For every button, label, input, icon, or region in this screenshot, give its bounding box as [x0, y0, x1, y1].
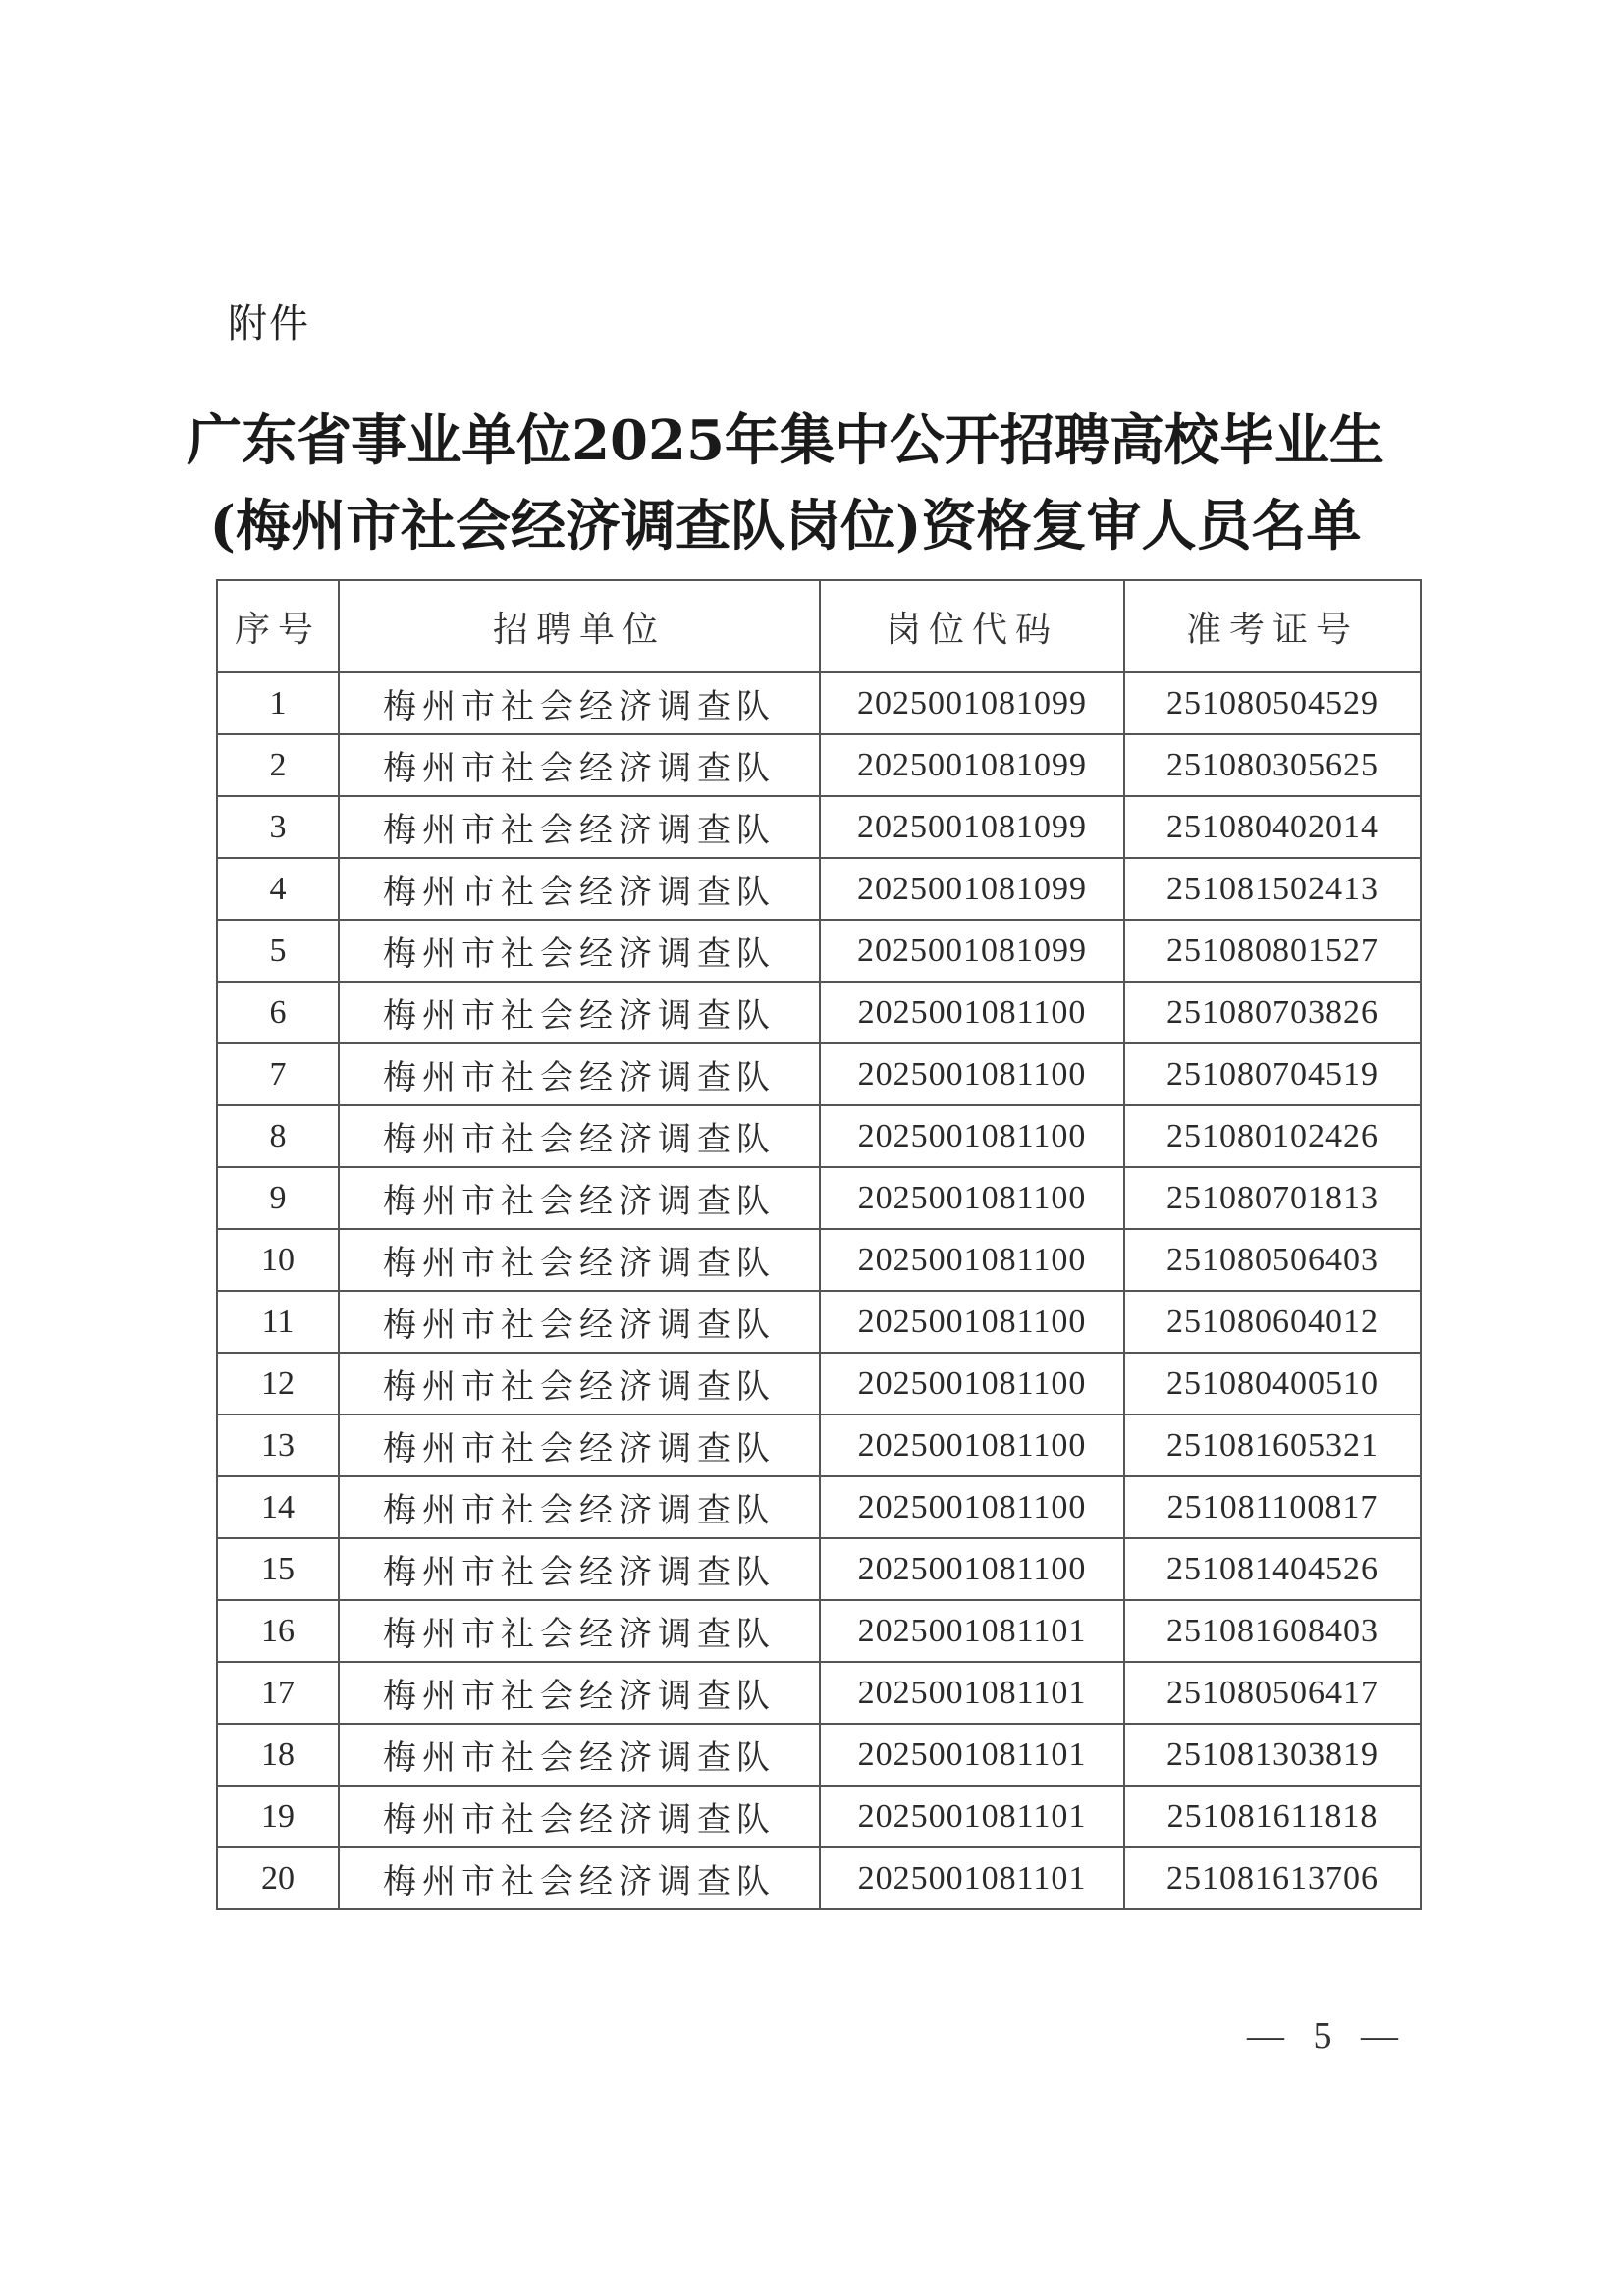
cell-serial-number: 8 — [217, 1105, 339, 1167]
table-row — [217, 1229, 1421, 1291]
cell-position-code: 2025001081101 — [820, 1786, 1124, 1847]
table-row — [217, 796, 1421, 858]
cell-serial-number: 11 — [217, 1291, 339, 1353]
cell-serial-number: 6 — [217, 982, 339, 1043]
cell-admission-ticket: 251080305625 — [1124, 734, 1421, 796]
cell-serial-number: 13 — [217, 1415, 339, 1476]
cell-recruiting-unit: 梅州市社会经济调查队 — [339, 734, 820, 796]
cell-admission-ticket: 251080102426 — [1124, 1105, 1421, 1167]
table-row — [217, 1353, 1421, 1415]
cell-admission-ticket: 251081611818 — [1124, 1786, 1421, 1847]
cell-admission-ticket: 251080704519 — [1124, 1043, 1421, 1105]
cell-recruiting-unit: 梅州市社会经济调查队 — [339, 1538, 820, 1600]
cell-position-code: 2025001081099 — [820, 920, 1124, 982]
cell-admission-ticket: 251080801527 — [1124, 920, 1421, 982]
cell-admission-ticket: 251081613706 — [1124, 1847, 1421, 1909]
table-row — [217, 1600, 1421, 1662]
table-row — [217, 734, 1421, 796]
table-header-row — [217, 580, 1421, 672]
cell-serial-number: 15 — [217, 1538, 339, 1600]
cell-recruiting-unit: 梅州市社会经济调查队 — [339, 672, 820, 734]
cell-recruiting-unit: 梅州市社会经济调查队 — [339, 1105, 820, 1167]
cell-position-code: 2025001081100 — [820, 1229, 1124, 1291]
cell-serial-number: 2 — [217, 734, 339, 796]
table-row — [217, 672, 1421, 734]
table-row — [217, 1105, 1421, 1167]
cell-admission-ticket: 251080402014 — [1124, 796, 1421, 858]
cell-recruiting-unit: 梅州市社会经济调查队 — [339, 1847, 820, 1909]
table-row — [217, 920, 1421, 982]
table-row — [217, 1476, 1421, 1538]
cell-serial-number: 1 — [217, 672, 339, 734]
cell-recruiting-unit: 梅州市社会经济调查队 — [339, 1724, 820, 1786]
cell-position-code: 2025001081100 — [820, 1353, 1124, 1415]
cell-position-code: 2025001081100 — [820, 982, 1124, 1043]
cell-serial-number: 9 — [217, 1167, 339, 1229]
document-title-line2: (梅州市社会经济调查队岗位)资格复审人员名单 — [209, 494, 1362, 559]
cell-position-code: 2025001081101 — [820, 1724, 1124, 1786]
cell-position-code: 2025001081099 — [820, 672, 1124, 734]
cell-admission-ticket: 251081608403 — [1124, 1600, 1421, 1662]
table-row — [217, 858, 1421, 920]
roster-table-container — [216, 579, 1422, 1910]
table-row — [217, 1847, 1421, 1909]
cell-serial-number: 12 — [217, 1353, 339, 1415]
cell-recruiting-unit: 梅州市社会经济调查队 — [339, 982, 820, 1043]
cell-recruiting-unit: 梅州市社会经济调查队 — [339, 1291, 820, 1353]
cell-serial-number: 18 — [217, 1724, 339, 1786]
cell-admission-ticket: 251080504529 — [1124, 672, 1421, 734]
table-row — [217, 1724, 1421, 1786]
cell-position-code: 2025001081100 — [820, 1167, 1124, 1229]
cell-recruiting-unit: 梅州市社会经济调查队 — [339, 1600, 820, 1662]
cell-position-code: 2025001081100 — [820, 1476, 1124, 1538]
cell-recruiting-unit: 梅州市社会经济调查队 — [339, 920, 820, 982]
cell-admission-ticket: 251080703826 — [1124, 982, 1421, 1043]
cell-recruiting-unit: 梅州市社会经济调查队 — [339, 1353, 820, 1415]
table-row — [217, 1291, 1421, 1353]
table-row — [217, 1167, 1421, 1229]
cell-serial-number: 5 — [217, 920, 339, 982]
cell-recruiting-unit: 梅州市社会经济调查队 — [339, 1476, 820, 1538]
cell-position-code: 2025001081101 — [820, 1847, 1124, 1909]
cell-recruiting-unit: 梅州市社会经济调查队 — [339, 796, 820, 858]
roster-table — [216, 579, 1422, 1910]
cell-recruiting-unit: 梅州市社会经济调查队 — [339, 1786, 820, 1847]
table-row — [217, 1538, 1421, 1600]
cell-serial-number: 14 — [217, 1476, 339, 1538]
header-position-code: 岗位代码 — [820, 580, 1124, 672]
cell-serial-number: 17 — [217, 1662, 339, 1724]
cell-position-code: 2025001081101 — [820, 1662, 1124, 1724]
cell-admission-ticket: 251080701813 — [1124, 1167, 1421, 1229]
header-admission-ticket: 准考证号 — [1124, 580, 1421, 672]
cell-recruiting-unit: 梅州市社会经济调查队 — [339, 1662, 820, 1724]
cell-recruiting-unit: 梅州市社会经济调查队 — [339, 1043, 820, 1105]
cell-serial-number: 16 — [217, 1600, 339, 1662]
cell-recruiting-unit: 梅州市社会经济调查队 — [339, 1167, 820, 1229]
cell-position-code: 2025001081101 — [820, 1600, 1124, 1662]
header-serial-number: 序号 — [217, 580, 339, 672]
cell-recruiting-unit: 梅州市社会经济调查队 — [339, 1415, 820, 1476]
table-row — [217, 1786, 1421, 1847]
cell-admission-ticket: 251081502413 — [1124, 858, 1421, 920]
table-body — [217, 672, 1421, 1909]
cell-admission-ticket: 251080506417 — [1124, 1662, 1421, 1724]
cell-serial-number: 19 — [217, 1786, 339, 1847]
cell-admission-ticket: 251080506403 — [1124, 1229, 1421, 1291]
cell-position-code: 2025001081100 — [820, 1291, 1124, 1353]
header-recruiting-unit: 招聘单位 — [339, 580, 820, 672]
attachment-label: 附件 — [228, 301, 310, 347]
cell-position-code: 2025001081099 — [820, 796, 1124, 858]
cell-recruiting-unit: 梅州市社会经济调查队 — [339, 858, 820, 920]
table-row — [217, 982, 1421, 1043]
cell-position-code: 2025001081100 — [820, 1538, 1124, 1600]
cell-recruiting-unit: 梅州市社会经济调查队 — [339, 1229, 820, 1291]
page-number: — 5 — — [1247, 2015, 1408, 2056]
cell-position-code: 2025001081100 — [820, 1105, 1124, 1167]
cell-admission-ticket: 251080400510 — [1124, 1353, 1421, 1415]
cell-admission-ticket: 251081303819 — [1124, 1724, 1421, 1786]
cell-position-code: 2025001081100 — [820, 1415, 1124, 1476]
cell-serial-number: 3 — [217, 796, 339, 858]
table-row — [217, 1043, 1421, 1105]
cell-position-code: 2025001081099 — [820, 734, 1124, 796]
cell-position-code: 2025001081100 — [820, 1043, 1124, 1105]
cell-admission-ticket: 251081404526 — [1124, 1538, 1421, 1600]
cell-position-code: 2025001081099 — [820, 858, 1124, 920]
table-row — [217, 1662, 1421, 1724]
table-row — [217, 1415, 1421, 1476]
cell-admission-ticket: 251081605321 — [1124, 1415, 1421, 1476]
cell-serial-number: 7 — [217, 1043, 339, 1105]
cell-serial-number: 10 — [217, 1229, 339, 1291]
cell-admission-ticket: 251080604012 — [1124, 1291, 1421, 1353]
cell-serial-number: 4 — [217, 858, 339, 920]
cell-admission-ticket: 251081100817 — [1124, 1476, 1421, 1538]
cell-serial-number: 20 — [217, 1847, 339, 1909]
document-title-line1: 广东省事业单位2025年集中公开招聘高校毕业生 — [187, 408, 1384, 473]
